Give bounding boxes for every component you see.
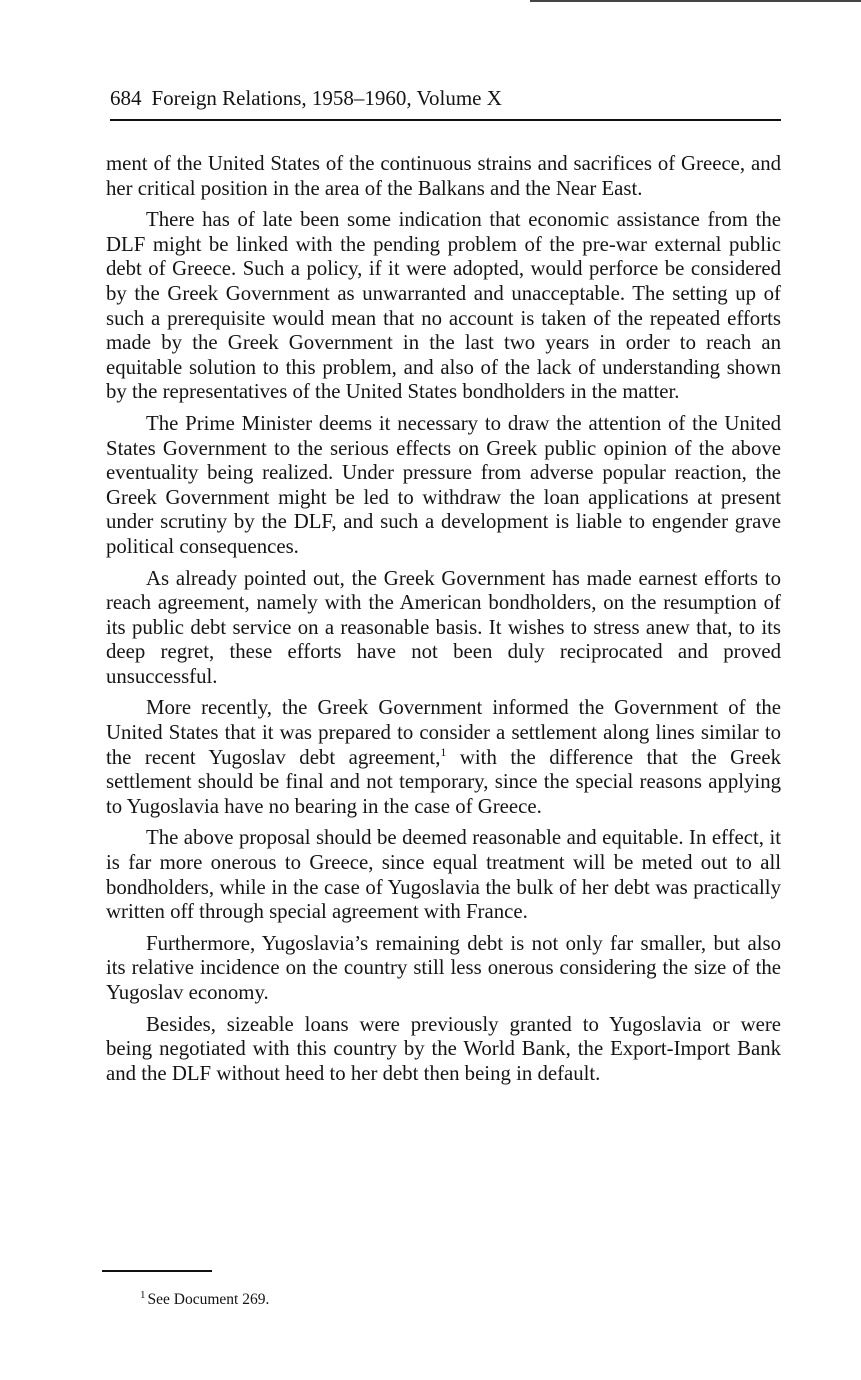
footnote	[140, 1290, 269, 1310]
paragraph-5	[106, 696, 781, 819]
paragraph-2: There has of late been some indication that economic assistance from the DLF might be linked with the pending problem of the pre-war external public debt of Greece. Such a policy, if it were adopted, would perforce be considered by the Greek Government as unwarranted and unacceptable. The setting up of such a prerequisite would mean that no account is taken of the repeated efforts made by the Greek Government in the last two years in order to reach an equitable solution to this problem, and also of the lack of understanding shown by the representatives of the United States bondholders in the matter.	[106, 208, 781, 404]
footnote-text: See Document 269.	[147, 1291, 270, 1308]
footnote-reference[interactable]: 1	[440, 744, 447, 759]
footnote-marker: 1	[140, 1289, 146, 1301]
paragraph-4: As already pointed out, the Greek Government has made earnest efforts to reach agreement, namely with the American bondholders, on the resumption of its public debt service on a reasonable basis. It wishes to stress anew that, to its deep regret, these efforts have not been duly reciprocated and proved unsuccessful.	[106, 566, 781, 688]
page-number: 684	[110, 86, 142, 110]
top-edge-rule	[530, 0, 861, 2]
document-body	[106, 152, 781, 1093]
paragraph-5-before: More recently, the Greek Government informed the Government of the United States that it was prepared to consider a settlement along lines similar to the recent Yugoslav debt agreement,	[106, 696, 781, 769]
running-header	[110, 84, 780, 112]
paragraph-1: ment of the United States of the continuous strains and sacrifices of Greece, and her critical position in the area of the Balkans and the Near East.	[106, 152, 781, 200]
footnote-rule	[102, 1270, 212, 1272]
paragraph-6: The above proposal should be deemed reasonable and equitable. In effect, it is far more onerous to Greece, since equal treatment will be meted out to all bondholders, while in the case of Yugoslavia the bulk of her debt was practically written off through special agreement with France.	[106, 826, 781, 924]
volume-title: Foreign Relations, 1958–1960, Volume X	[151, 86, 502, 110]
paragraph-7: Furthermore, Yugoslavia’s remaining debt is not only far smaller, but also its relative incidence on the country still less onerous considering the size of the Yugoslav economy.	[106, 931, 781, 1004]
header-rule	[110, 119, 781, 121]
paragraph-8: Besides, sizeable loans were previously granted to Yugoslavia or were being negotiated with this country by the World Bank, the Export-Import Bank and the DLF without heed to her debt then being in default.	[106, 1012, 781, 1085]
paragraph-5-after: with the difference that the Greek settlement should be final and not temporary, since the special reasons applying to Yugoslavia have no bearing in the case of Greece.	[106, 745, 781, 818]
paragraph-3: The Prime Minister deems it necessary to draw the attention of the United States Government to the serious effects on Greek public opinion of the above eventuality being realized. Under pressure from adverse popular reaction, the Greek Government might be led to withdraw the loan applications at present under scrutiny by the DLF, and such a development is liable to engender grave political consequences.	[106, 411, 781, 558]
